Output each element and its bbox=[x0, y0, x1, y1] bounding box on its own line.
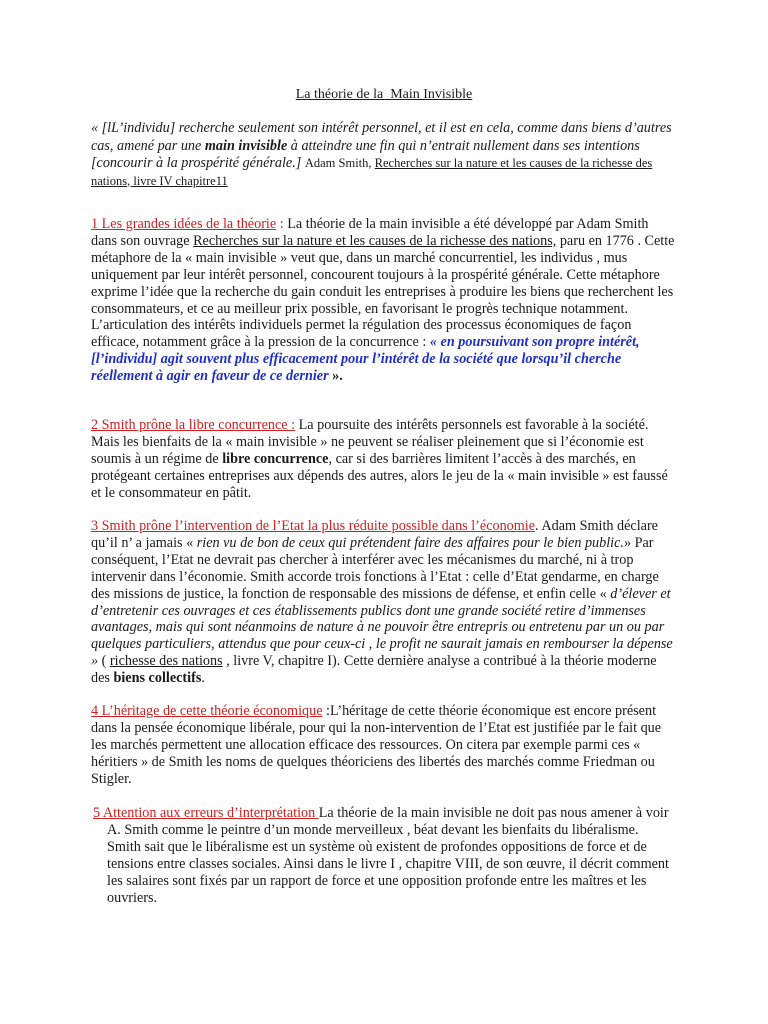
section-1-quote: « en poursuivant son propre intérêt, [l’individu] agit souvent plus efficacement pour l’intérêt de la société que lorsqu’il cherche réellement à agir en faveur de ce dernier bbox=[91, 334, 640, 385]
section-3-quote-2: d’élever et d’entretenir ces ouvrages et ces établissements publics dont une grande société retire d’immenses avantages, mais qui sont néanmoins de nature à ne pouvoir être entrepris ou entretenu par un ou par quelques particuliers, attendus que pour ceux-ci , le profit ne saurait jamais en rembourser la dépense » bbox=[91, 585, 673, 670]
section-3-paragraph bbox=[91, 518, 677, 687]
section-1-work-title: Recherches sur la nature et les causes de la richesse des nations, bbox=[193, 232, 557, 249]
quote-text: « [lL’individu] recherche seulement son intérêt personnel, et il est en cela, comme dans biens d’autres cas, amené par une bbox=[91, 120, 672, 154]
section-3-text: . Adam Smith déclare qu’il n’ a jamais « bbox=[91, 518, 658, 551]
section-1-paragraph bbox=[91, 216, 677, 385]
quote-text-rest: à atteindre une fin qui n’entrait nullement dans ses intentions [concourir à la prospérité générale.] bbox=[91, 137, 640, 171]
section-4-text: :L’héritage de cette théorie économique est encore présent dans la pensée économique libérale, pour qui la non-intervention de l’Etat est justifiée par le fait que les marchés permettent une allocation efficace des ressources. On citera par exemple parmi ces « héritiers » de Smith les noms de quelques théoriciens des libertés des marchés comme Friedman ou Stigler. bbox=[91, 703, 662, 787]
section-2-text: La poursuite des intérêts personnels est favorable à la société. Mais les bienfaits de la « main invisible » ne peuvent se réaliser pleinement que si l’économie est soumis à un régime de bbox=[91, 417, 649, 467]
section-4-paragraph bbox=[91, 703, 677, 788]
section-5-paragraph bbox=[93, 805, 673, 906]
document-title: La théorie de la Main Invisible bbox=[295, 87, 473, 102]
section-3-text-2: » Par conséquent, l’Etat ne devrait pas chercher à interférer avec les mécanismes du marché, ni à trop intervenir dans l’économie. Smith accorde trois fonctions à l’Etat : celle d’Etat gendarme, en charge des missions de justice, la fonction de responsable des missions de défense, et enfin celle « bbox=[91, 534, 659, 602]
section-5-heading: 5 Attention aux erreurs d’interprétation bbox=[93, 805, 319, 821]
quote-work-title: Recherches sur la nature et les causes de la richesse des nations, livre IV chapitre11 bbox=[91, 156, 653, 188]
section-1-text: La théorie de la main invisible a été développé par Adam Smith dans son ouvrage bbox=[91, 216, 649, 249]
section-5-text: La théorie de la main invisible ne doit pas nous amener à voir A. Smith comme le peintre d’un monde merveilleux , béat devant les bienfaits du libéralisme. Smith sait que le libéralisme est un système où existent de profondes oppositions de force et de tensions entre classes sociales. Ainsi dans le livre I , chapitre VIII, de son œuvre, il décrit comment les salaires sont fixés par un rapport de force et une opposition profonde entre les maîtres et les ouvriers. bbox=[107, 805, 669, 906]
section-3-heading: 3 Smith prône l’intervention de l’Etat la plus réduite possible dans l’économie bbox=[91, 518, 536, 534]
section-1-quote-end: ». bbox=[332, 368, 343, 385]
section-2-text-2: , car si des barrières limitent l’accès à des marchés, en protégeant certaines entreprises aux dépends des autres, alors le jeu de la « main invisible » est faussé et le consommateur en pâtit. bbox=[91, 450, 668, 501]
section-2-heading: 2 Smith prône la libre concurrence : bbox=[91, 417, 296, 433]
section-3-work-title: richesse des nations bbox=[109, 653, 223, 670]
section-2-paragraph bbox=[91, 417, 677, 502]
quote-bold-text: main invisible bbox=[204, 137, 288, 154]
section-3-text-4: , livre V, chapitre I). Cette dernière analyse a contribué à la théorie moderne des bbox=[91, 653, 657, 687]
section-1-heading: 1 Les grandes idées de la théorie bbox=[91, 216, 277, 232]
epigraph-quote bbox=[91, 120, 675, 190]
section-3-bold-term: biens collectifs bbox=[113, 670, 202, 687]
section-1-text-2: paru en 1776 . Cette métaphore de la « main invisible » veut que, dans un marché concurrentiel, les individus , mus uniquement par leur intérêt personnel, concourent toujours à la prospérité générale. Cette métaphore exprime l’idée que la recherche du gain conduit les entreprises à produire les biens que recherchent les consommateurs, et ce au meilleur prix possible, en favorisant le progrès technique notamment. L’articulation des intérêts individuels permet la régulation des processus économiques de façon efficace, notamment grâce à la pression de la concurrence : bbox=[91, 232, 675, 351]
section-4-heading: 4 L’héritage de cette théorie économique bbox=[91, 703, 323, 719]
section-3-end: . bbox=[201, 670, 205, 687]
section-3-text-3: ( bbox=[101, 653, 110, 670]
section-2-bold-term: libre concurrence bbox=[222, 450, 329, 467]
section-3-quote-1: rien vu de bon de ceux qui prétendent faire des affaires pour le bien public. bbox=[196, 534, 624, 551]
quote-author: Adam Smith, bbox=[304, 156, 375, 170]
section-1-separator: : bbox=[276, 216, 288, 232]
